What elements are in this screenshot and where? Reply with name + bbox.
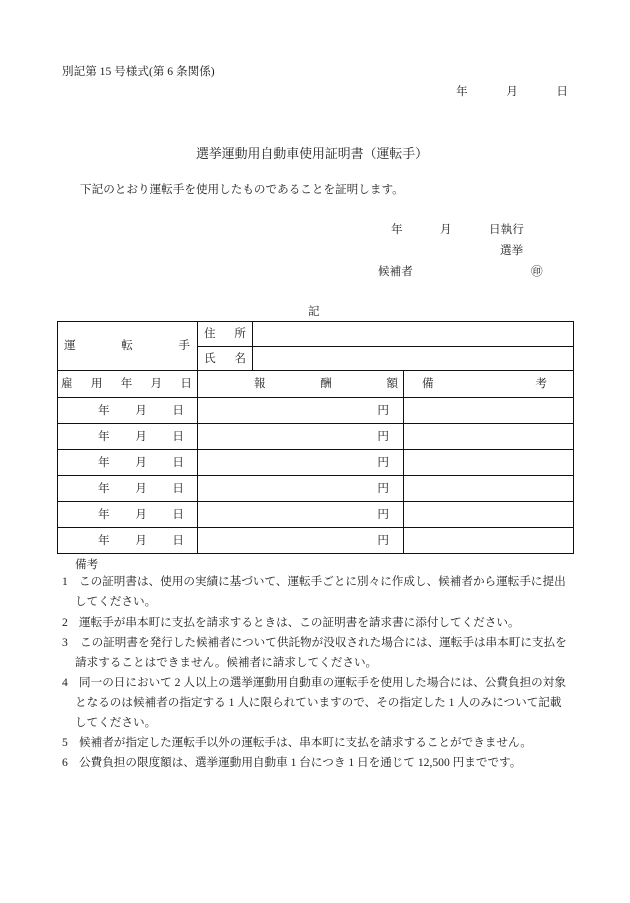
issue-date-month-label: 月 [506,85,518,98]
date-year-label: 年 [98,403,110,417]
note-4-line-2: となるのは候補者の指定する 1 人に限られていますので、その指定した 1 人のみについて記載 [75,696,562,709]
table-row-address [58,322,574,347]
note-1-line-2: してください。 [75,595,157,608]
certification-statement: 下記のとおり運転手を使用したものであることを証明します。 [80,183,404,196]
employment-date [98,430,184,444]
address-label-cell [198,322,253,347]
note-5-line-1: 候補者が指定した運転手以外の運転手は、串本町に支払を請求することができません。 [79,736,532,749]
date-month-label: 月 [135,429,147,443]
table-row [58,450,574,476]
election-year-label: 年 [391,223,403,236]
date-day-label: 日 [172,403,184,417]
note-4-number: 4 [62,676,68,689]
employment-date-cell [58,528,198,554]
remarks-cell [404,476,574,502]
employment-date-cell [58,424,198,450]
driver-usage-table [57,321,574,554]
note-3-line-2: 請求することはできません。候補者に請求してください。 [75,656,378,669]
note-1-line-1: この証明書は、使用の実績に基づいて、運転手ごとに別々に作成し、候補者から運転手に提出 [79,575,566,588]
seal-mark: ㊞ [531,265,543,278]
issue-date-year-label: 年 [456,85,468,98]
yen-label: 円 [377,403,389,417]
employment-date-header-cell [58,371,198,398]
note-6-number: 6 [62,756,68,769]
election-name-label: 選挙 [500,244,524,257]
date-month-label: 月 [135,507,147,521]
remarks-cell [404,424,574,450]
date-month-label: 月 [135,403,147,417]
address-label: 住 所 [204,327,246,340]
note-3-line-1: この証明書を発行した候補者について供託物が没収された場合には、運転手は串本町に支払を [80,636,567,649]
date-day-label: 日 [172,533,184,547]
employment-date-cell [58,450,198,476]
date-day-label: 日 [172,455,184,469]
note-5-number: 5 [62,736,68,749]
notes-heading: 備考 [75,558,99,571]
date-year-label: 年 [98,533,110,547]
note-1-number: 1 [62,575,68,588]
employment-date [98,404,184,418]
yen-label: 円 [377,533,389,547]
remuneration-cell [198,450,404,476]
yen-label: 円 [377,429,389,443]
date-year-label: 年 [98,429,110,443]
table-row [58,502,574,528]
remarks-cell [404,398,574,424]
employment-date [98,534,184,548]
note-3-number: 3 [62,636,68,649]
yen-label: 円 [377,455,389,469]
date-month-label: 月 [135,533,147,547]
name-value-cell [253,347,574,371]
remarks-header: 備 考 [422,377,547,390]
employment-date-cell [58,502,198,528]
employment-date-header: 雇 用 年 月 日 [61,377,192,390]
remuneration-cell [198,424,404,450]
employment-date [98,508,184,522]
note-4-line-3: してください。 [75,716,157,729]
remuneration-cell [198,528,404,554]
table-row [58,476,574,502]
table-row [58,424,574,450]
employment-date-cell [58,476,198,502]
date-day-label: 日 [172,429,184,443]
table-header-row [58,371,574,398]
date-month-label: 月 [135,481,147,495]
driver-label-cell [58,322,198,371]
date-year-label: 年 [98,507,110,521]
driver-label: 運 転 手 [64,339,190,352]
employment-date-cell [58,398,198,424]
remuneration-header: 報 酬 額 [254,377,398,390]
date-day-label: 日 [172,481,184,495]
date-month-label: 月 [135,455,147,469]
ki-heading: 記 [308,305,320,318]
issue-date-day-label: 日 [556,85,568,98]
name-label-cell [198,347,253,371]
note-2-number: 2 [62,616,68,629]
yen-label: 円 [377,507,389,521]
candidate-label: 候補者 [378,265,413,278]
election-held-label: 日執行 [489,223,524,236]
document-title: 選挙運動用自動車使用証明書（運転手） [196,147,429,161]
yen-label: 円 [377,481,389,495]
address-value-cell [253,322,574,347]
note-2-line-1: 運転手が串本町に支払を請求するときは、この証明書を請求書に添付してください。 [79,616,520,629]
remarks-header-cell [404,371,574,398]
remuneration-cell [198,502,404,528]
note-4-line-1: 同一の日において 2 人以上の選挙運動用自動車の運転手を使用した場合には、公費負担の対象 [79,676,566,689]
remuneration-header-cell [198,371,404,398]
date-year-label: 年 [98,455,110,469]
remarks-cell [404,502,574,528]
election-month-label: 月 [440,223,452,236]
employment-date [98,482,184,496]
issue-date [456,85,568,99]
remuneration-cell [198,398,404,424]
form-reference: 別記第 15 号様式(第 6 条関係) [62,65,215,78]
date-year-label: 年 [98,481,110,495]
table-row [58,528,574,554]
remuneration-cell [198,476,404,502]
note-6-line-1: 公費負担の限度額は、選挙運動用自動車 1 台につき 1 日を通じて 12,500 円までです。 [79,756,522,769]
remarks-cell [404,450,574,476]
name-label: 氏 名 [204,351,246,365]
employment-date [98,456,184,470]
table-row [58,398,574,424]
remarks-cell [404,528,574,554]
date-day-label: 日 [172,507,184,521]
